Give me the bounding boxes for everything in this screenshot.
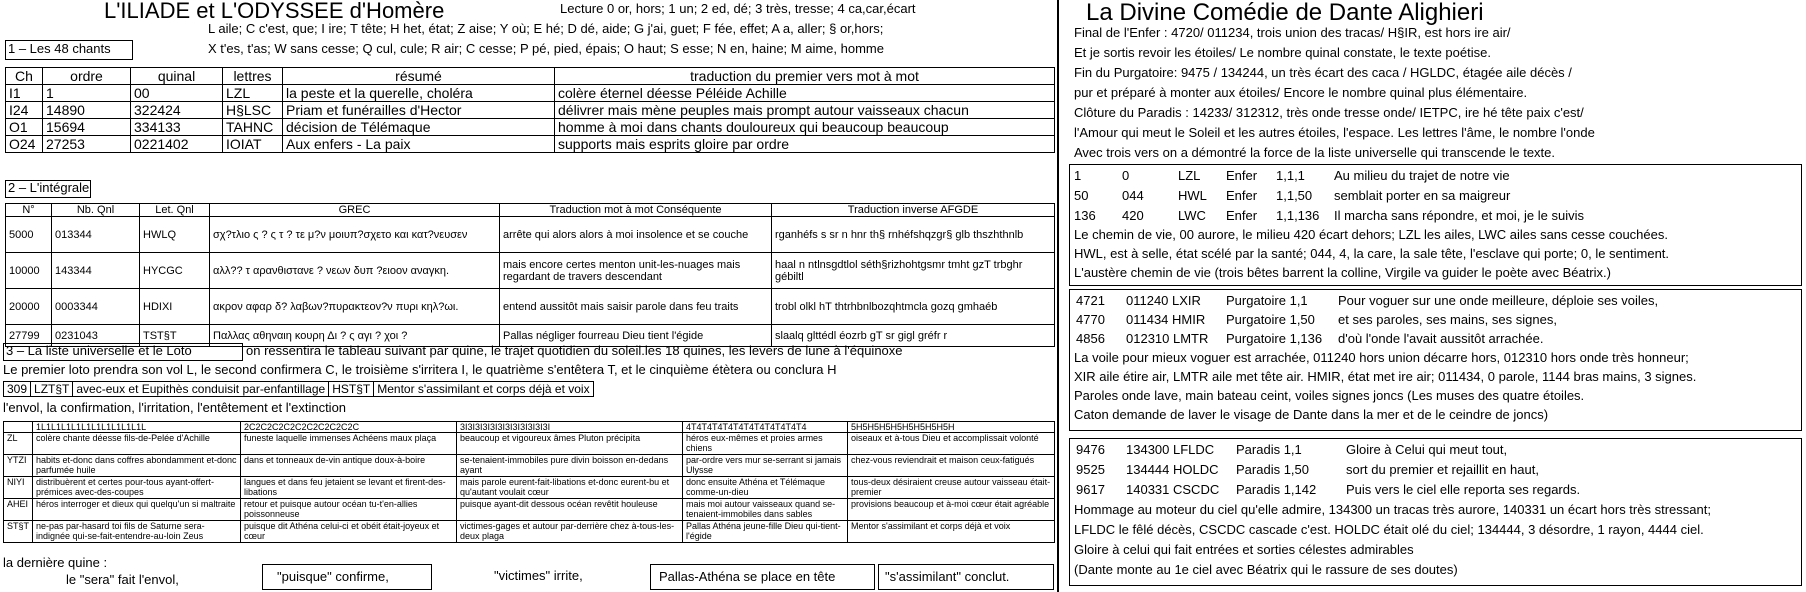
table-cell: homme à moi dans chants douloureux qui beaucoup beaucoup [555,119,1055,136]
table-cell: entend aussitôt mais saisir parole dans feu traits [500,289,772,325]
lecture-line-2: L aile; C c'est, que; I ire; T tête; H het, état; Z aise; Y où; E hé; D dé, aide; G j'ai, guet; F fée, effet; A a, aller; § or,hors; [208,21,884,36]
enfer-row [1074,209,1584,224]
loto-header: 3I3I3I3I3I3I3I3I3I3I3I3I [457,422,683,433]
table-cell: la peste et la querelle, choléra [283,85,555,102]
enfer-cell: semblait porter en sa maigreur [1334,188,1511,203]
enfer-text: L'austère chemin de vie (trois bêtes barrent la colline, Virgile va guider le poète avec Béatrix.) [1074,265,1611,280]
enfer-cell: Au milieu du trajet de notre vie [1334,168,1510,183]
last-quine-3: "victimes" irrite, [494,568,583,583]
last-quine-1: le "sera" fait l'envol, [66,572,179,587]
purg-cell: 4770 [1076,312,1105,327]
purg-row [1076,294,1658,309]
table-cell: puisque ayant-dit dessous océan revêtit houleuse [457,499,683,521]
table-cell: HDIXI [140,289,210,325]
table-cell: I1 [6,85,43,102]
table-cell: 27799 [6,325,52,347]
loto-header: 5H5H5H5H5H5H5H5H5H [848,422,1055,433]
table-cell: Pallas Athéna jeune-fille Dieu qui-tient-l'égide [683,521,848,543]
table-cell: ne-pas par-hasard toi fils de Saturne sera-indignée qui-se-fait-entendre-au-loin Zeus [33,521,241,543]
table-cell: 1 [43,85,131,102]
table-cell: puisque dit Athéna celui-ci et obéit était-joyeux et cœur [241,521,457,543]
enfer-text: Le chemin de vie, 00 aurore, le milieu 420 écart dehors; LZL les ailes, LWC ailes sans cesse couchées. [1074,227,1668,242]
section1-label-box [5,40,133,60]
table-cell: HST§T [329,382,374,397]
chants-header: Ch [6,68,43,85]
lecture-line-3: X t'es, t'as; W sans cesse; Q cul, cule; R air; C cesse; P pé, pied, épais; O haut; S esse; N en, haine; M aime, homme [208,41,884,56]
para-cell: Paradis 1,142 [1236,482,1317,497]
intro-line: Avec trois vers on a démontré la force de la liste universelle qui transcende le texte. [1074,145,1556,160]
table-cell: H§LSC [223,102,283,119]
table-cell: αλλ?? τ αρανθιστανε ? νεων δυπ ?ειοον αναγκη. [210,253,500,289]
integral-header-row [6,204,1055,217]
purg-text: Paroles onde lave, main bateau ceint, voiles signes joncs (Les muses des quatre étoiles. [1074,388,1585,403]
table-cell: oiseaux et à-tous Dieu et accomplissait volonté [848,433,1055,455]
lecture-line-1: Lecture 0 or, hors; 1 un; 2 ed, dé; 3 très, tresse; 4 ca,car,écart [560,1,916,16]
purg-cell: Purgatoire 1,1 [1226,293,1308,308]
table-row [4,521,1055,543]
section3-text-2: Le premier loto prendra son vol L, le second confirmera C, le troisième s'irritera I, le quatrième s'entêtera T, et le cinquième étètera ou conclura H [3,362,837,377]
para-text: Gloire à celui qui fait entrées et sorties célestes admirables [1074,542,1414,557]
table-cell: ST§T [4,521,33,543]
table-cell: 10000 [6,253,52,289]
purg-cell: 012310 LMTR [1126,331,1209,346]
section3-label: 3 – La liste universelle et le Loto [6,343,192,358]
purg-cell: 011240 LXIR [1126,293,1201,308]
enfer-box [1069,164,1802,286]
table-cell: O1 [6,119,43,136]
chants-header: résumé [283,68,555,85]
integral-header: GREC [210,204,500,217]
purg-cell: Purgatoire 1,50 [1226,312,1315,327]
table-cell: LZT§T [31,382,73,397]
table-cell: donc ensuite Athéna et Télémaque comme-un-dieu [683,477,848,499]
integral-header: Traduction mot à mot Conséquente [500,204,772,217]
table-cell: YTZI [4,455,33,477]
para-cell: 134444 HOLDC [1126,462,1219,477]
last-quine-4-box [650,564,875,590]
section2-label-box [5,180,91,198]
line-309 [3,381,594,397]
purg-cell: d'où l'onde l'avait aussitôt arrachée. [1338,331,1544,346]
table-cell: 013344 [52,217,140,253]
section1-label: 1 – Les 48 chants [8,41,111,56]
table-cell: chez-vous reviendrait et maison ceux-fatigués [848,455,1055,477]
last-quine-2: "puisque" confirme, [277,569,389,584]
enfer-cell: 1,1,1 [1276,168,1305,183]
para-row [1076,443,1507,458]
enfer-cell: 1,1,136 [1276,208,1320,223]
para-cell: Paradis 1,1 [1236,442,1302,457]
purg-cell: 4721 [1076,293,1105,308]
table-cell: avec-eux et Eupithès conduisit par-enfantillage [73,382,329,397]
table-cell: 20000 [6,289,52,325]
last-quine-5: "s'assimilant" conclut. [885,569,1010,584]
chants-header: quinal [131,68,223,85]
last-quine-4: Pallas-Athéna se place en tête [659,569,836,584]
table-cell: Priam et funérailles d'Hector [283,102,555,119]
table-row [4,455,1055,477]
para-cell: Paradis 1,50 [1236,462,1309,477]
table-cell: 309 [4,382,31,397]
table-cell: HYCGC [140,253,210,289]
table-cell: O24 [6,136,43,153]
intro-line: l'Amour qui meut le Soleil et les autres étoiles, l'espace. Les lettres l'âme, le nombre l'onde [1074,125,1595,140]
table-cell: mais moi autour vaisseaux quand se-tenaient-immobiles dans sables [683,499,848,521]
section2-label: 2 – L'intégrale [8,180,90,195]
table-cell: tous-deux désiraient creuse autour vaisseau était-premier [848,477,1055,499]
table-cell: 14890 [43,102,131,119]
table-row [6,136,1055,153]
enfer-cell: LWC [1178,208,1206,223]
table-cell: IOIAT [223,136,283,153]
table-cell: retour et puisque autour océan tu-t'en-allies poissonneuse [241,499,457,521]
table-cell: distribuèrent et certes pour-tous ayant-offert-prémices avec-des-coupes [33,477,241,499]
para-cell: 9525 [1076,462,1105,477]
table-cell: mais encore certes menton unit-les-nuages mais regardant de travers descendant [500,253,772,289]
table-cell: HWLQ [140,217,210,253]
loto-header: 2C2C2C2C2C2C2C2C2C2C [241,422,457,433]
enfer-cell: 0 [1122,168,1130,183]
intro-line: pur et préparé à monter aux étoiles/ Encore le nombre quinal plus élémentaire. [1074,85,1528,100]
table-cell: habits et-donc dans coffres abondamment et-donc parfumée huile [33,455,241,477]
enfer-cell: Il marcha sans répondre, et moi, je le suivis [1334,208,1584,223]
table-cell: 27253 [43,136,131,153]
table-cell: supports mais esprits gloire par ordre [555,136,1055,153]
table-row [6,119,1055,136]
envol-text: l'envol, la confirmation, l'irritation, l'entêtement et l'extinction [3,400,347,415]
intro-line: Et je sortis revoir les étoiles/ Le nombre quinal constate, le texte poétise. [1074,45,1491,60]
table-cell: slaalq glttédl éozrb gT sr gigl gréfr r [772,325,1055,347]
table-cell: héros interroger et dieux qui quelqu'un si maltraite [33,499,241,521]
para-cell: 140331 CSCDC [1126,482,1220,497]
section3-label-box [3,343,243,361]
enfer-cell: 136 [1074,208,1096,223]
enfer-cell: 044 [1122,188,1144,203]
para-text: (Dante monte au 1e ciel avec Béatrix qui le rassure de ses doutes) [1074,562,1458,577]
purg-row [1076,332,1543,347]
table-cell: Mentor s'assimilant et corps déjà et voix [848,521,1055,543]
paradis-box [1069,438,1802,586]
table-cell: beaucoup et vigoureux âmes Pluton précipita [457,433,683,455]
para-cell: 134300 LFLDC [1126,442,1215,457]
table-cell: décision de Télémaque [283,119,555,136]
table-cell: TST§T [140,325,210,347]
loto-header [4,422,33,433]
table-cell: TAHNC [223,119,283,136]
chants-header-row [6,68,1055,85]
chants-table [5,67,1055,153]
chants-header: lettres [223,68,283,85]
table-cell: 15694 [43,119,131,136]
para-row [1076,483,1580,498]
last-quine-2-box [262,564,432,590]
left-title: L'ILIADE et L'ODYSSEE d'Homère [104,0,445,23]
enfer-cell: 420 [1122,208,1144,223]
table-row [4,433,1055,455]
table-cell: 322424 [131,102,223,119]
table-row [6,289,1055,325]
loto-header: 4T4T4T4T4T4T4T4T4T4T4T4 [683,422,848,433]
para-row [1076,463,1539,478]
table-cell: 334133 [131,119,223,136]
purgatoire-box [1069,289,1802,431]
table-cell: Aux enfers - La paix [283,136,555,153]
purg-cell: et ses paroles, ses mains, ses signes, [1338,312,1557,327]
enfer-cell: 50 [1074,188,1089,203]
table-cell: Παλλας αθηναιη κουρη Δι ? ς αγι ? χοι ? [210,325,500,347]
table-cell: par-ordre vers mur se-serrant si jamais Ulysse [683,455,848,477]
integral-header: Nb. Qnl [52,204,140,217]
table-cell: colère chante déesse fils-de-Pelée d'Achille [33,433,241,455]
enfer-row [1074,169,1510,184]
table-row [6,253,1055,289]
table-row [4,382,594,397]
integral-table [5,203,1055,347]
table-cell: victimes-gages et autour par-derrière chez à-tous-les-deux plaga [457,521,683,543]
table-cell: ZL [4,433,33,455]
table-cell: LZL [223,85,283,102]
enfer-cell: Enfer [1226,168,1258,183]
enfer-text: HWL, est à selle, état scélé par la santé; 044, 4, la care, la sale tête, l'esclave qui porte; 0, le sentiment. [1074,246,1670,261]
table-cell: 00 [131,85,223,102]
purg-text: La voile pour mieux voguer est arrachée, 011240 hors union décarre hors, 012310 hors onde très honneur; [1074,350,1689,365]
table-cell: AHEI [4,499,33,521]
purg-row [1076,313,1557,328]
table-row [6,217,1055,253]
table-cell: I24 [6,102,43,119]
loto-header-row [4,422,1055,433]
purg-cell: 4856 [1076,331,1105,346]
table-row [4,499,1055,521]
right-title: La Divine Comédie de Dante Alighieri [1086,0,1484,26]
para-text: LFLDC le fêlé décès, CSCDC cascade c'est. HOLDC était olé du ciel; 134444, 3 désordre, 1 rayon, 4444 ciel. [1074,522,1704,537]
table-cell: rganhéfs s sr n hnr th§ rnhéfshqzgr§ glb thszhthnlb [772,217,1055,253]
enfer-cell: 1,1,50 [1276,188,1313,203]
enfer-cell: LZL [1178,168,1201,183]
table-cell: haal n ntlnsgdtlol séth§rizhohtgsmr tmht gzT trbghr gébiltl [772,253,1055,289]
purg-cell: Pour voguer sur une onde meilleure, déploie ses voiles, [1338,293,1659,308]
intro-line: Clôture du Paradis : 14233/ 312312, très onde tresse onde/ IETPC, ire hé tête paix c'est/ [1074,105,1584,120]
para-cell: 9617 [1076,482,1105,497]
para-cell: Gloire à Celui qui meut tout, [1346,442,1508,457]
table-cell: Mentor s'assimilant et corps déjà et voix [374,382,593,397]
enfer-cell: HWL [1178,188,1207,203]
table-cell: σχ?τλιο ς ? ς τ ? τε μ?ν μοιυπ?σχετο και κατ?νευσεν [210,217,500,253]
section3-text-1: on ressentira le tableau suivant par quine, le trajet quotidien du soleil.les 18 quines, les levers de lune à l'équinoxe [246,343,903,358]
table-cell: NIYI [4,477,33,499]
table-cell: langues et dans feu jetaient se levant et firent-des-libations [241,477,457,499]
integral-header: N° [6,204,52,217]
intro-line: Final de l'Enfer : 4720/ 011234, trois union des tracas/ H§IR, est hors ire air/ [1074,25,1511,40]
enfer-row [1074,189,1510,204]
table-cell: trobl olkl hT thtrhbnlbozqhtmcla gozq gmhaéb [772,289,1055,325]
chants-header: traduction du premier vers mot à mot [555,68,1055,85]
table-cell: mais parole eurent-fait-libations et-donc eurent-bu et qu'autant voulait cœur [457,477,683,499]
table-cell: se-tenaient-immobiles pure divin boisson en-dedans ayant [457,455,683,477]
table-cell: 0003344 [52,289,140,325]
loto-header: 1L1L1L1L1L1L1L1L1L1L1L [33,422,241,433]
table-cell: funeste laquelle immenses Achéens maux plaça [241,433,457,455]
enfer-cell: 1 [1074,168,1082,183]
enfer-cell: Enfer [1226,188,1258,203]
table-cell: colère éternel déesse Péléide Achille [555,85,1055,102]
chants-header: ordre [43,68,131,85]
table-cell: 143344 [52,253,140,289]
table-cell: 0231043 [52,325,140,347]
purg-text: Caton demande de laver le visage de Dante dans la mer et de le ceindre de joncs) [1074,407,1549,422]
purg-cell: 011434 HMIR [1126,312,1206,327]
table-cell: arrête qui alors alors à moi insolence et se couche [500,217,772,253]
table-cell: 0221402 [131,136,223,153]
integral-header: Traduction inverse AFGDE [772,204,1055,217]
para-cell: 9476 [1076,442,1105,457]
purg-cell: Purgatoire 1,136 [1226,331,1323,346]
table-cell: délivrer mais mène peuples mais prompt autour vaisseaux chacun [555,102,1055,119]
page-divider [1057,0,1059,592]
integral-header: Let. Qnl [140,204,210,217]
para-cell: sort du premier et rejaillit en haut, [1346,462,1539,477]
para-text: Hommage au moteur du ciel qu'elle admire, 134300 un tracas très aurore, 140331 un écart hors très stressant; [1074,502,1711,517]
table-row [6,102,1055,119]
intro-line: Fin du Purgatoire: 9475 / 134244, un très écart des caca / HGLDC, étagée aile décès / [1074,65,1572,80]
para-cell: Puis vers le ciel elle reporta ses regards. [1346,482,1581,497]
table-row [6,85,1055,102]
table-row [4,477,1055,499]
table-cell: ακρον αφαρ δ? λαβων?πυρακτεον?ν πυρι κηλ?ωι. [210,289,500,325]
table-cell: Pallas négliger fourreau Dieu tient l'égide [500,325,772,347]
enfer-cell: Enfer [1226,208,1258,223]
table-cell: dans et tonneaux de-vin antique doux-à-boire [241,455,457,477]
table-cell: 5000 [6,217,52,253]
table-cell: provisions beaucoup et à-moi cœur était agréable [848,499,1055,521]
loto-table [3,421,1055,543]
last-quine-5-box [878,564,1054,590]
table-cell: héros eux-mêmes et proies armes chiens [683,433,848,455]
purg-text: XIR aile étire air, LMTR aile met tête air. HMIR, état met ire air; 011434, 0 parole, 1144 bras mains, 3 signes. [1074,369,1697,384]
last-quine-label: la dernière quine : [3,555,108,570]
